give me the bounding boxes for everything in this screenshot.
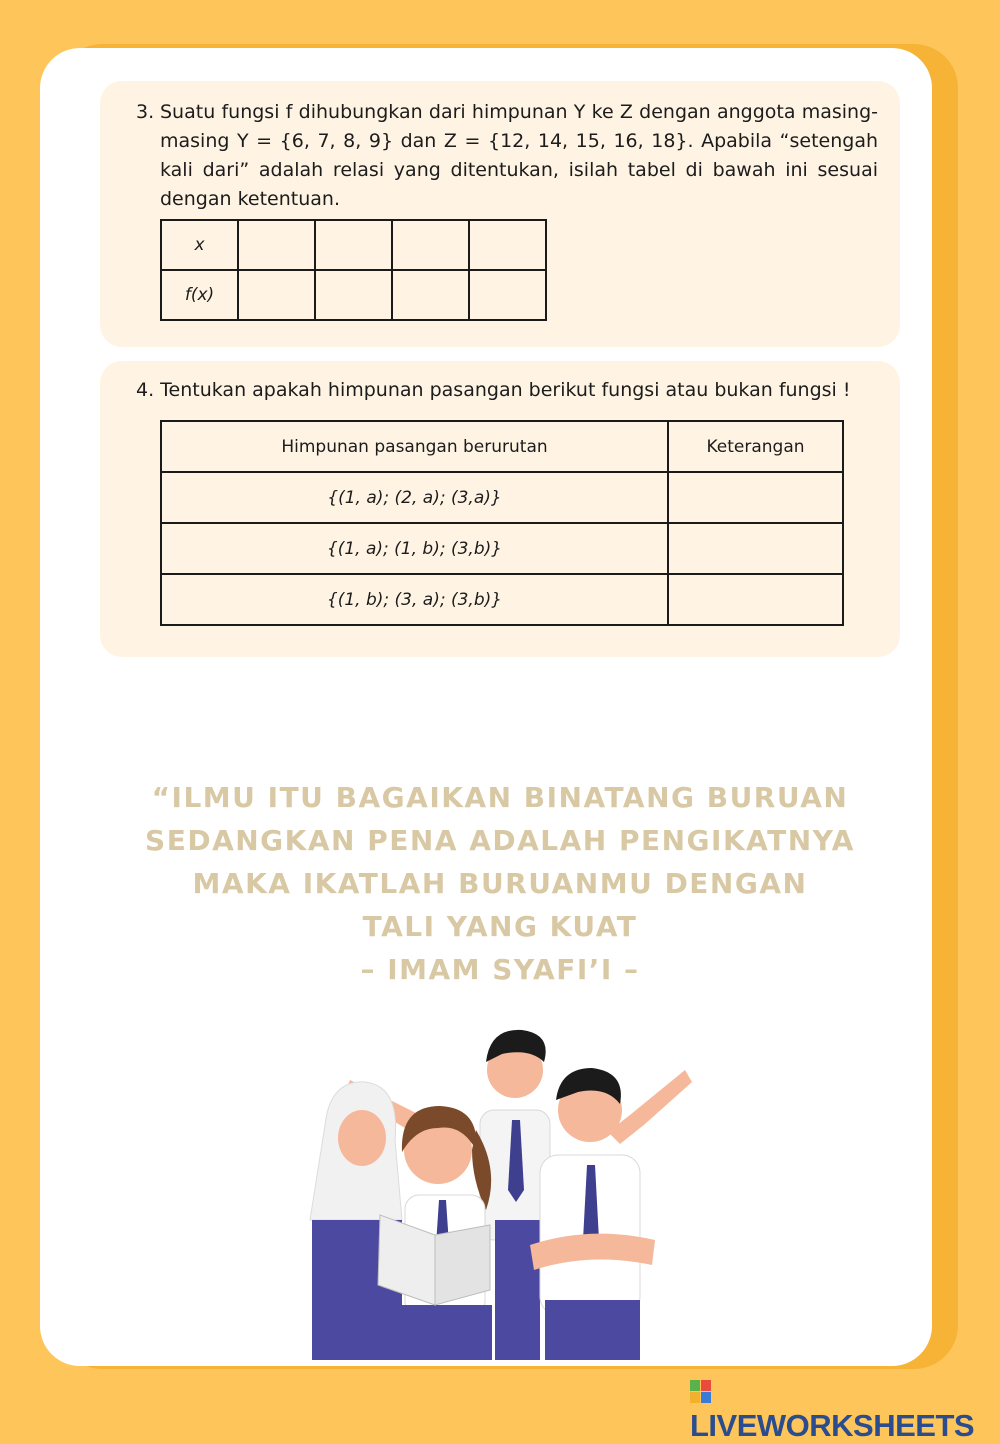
keterangan-cell[interactable] bbox=[668, 574, 843, 625]
students-illustration bbox=[290, 1020, 710, 1360]
answer-cell[interactable] bbox=[238, 220, 315, 270]
answer-cell[interactable] bbox=[315, 270, 392, 320]
table-row bbox=[161, 220, 546, 270]
function-table bbox=[160, 420, 844, 626]
quote-author: – IMAM SYAFI’I – bbox=[360, 953, 640, 986]
quote-line: “ILMU ITU BAGAIKAN BINATANG BURUAN bbox=[151, 781, 849, 814]
pair-set: {(1, a); (2, a); (3,a)} bbox=[161, 472, 668, 523]
table-row bbox=[161, 270, 546, 320]
answer-cell[interactable] bbox=[392, 270, 469, 320]
quote-line: SEDANGKAN PENA ADALAH PENGIKATNYA bbox=[145, 824, 855, 857]
header-pairs: Himpunan pasangan berurutan bbox=[161, 421, 668, 472]
fx-label: f(x) bbox=[161, 270, 238, 320]
liveworksheets-logo-icon bbox=[690, 1380, 712, 1404]
table-row bbox=[161, 574, 843, 625]
answer-cell[interactable] bbox=[469, 270, 546, 320]
header-keterangan: Keterangan bbox=[668, 421, 843, 472]
question-3 bbox=[136, 98, 878, 214]
mapping-table bbox=[160, 219, 547, 321]
answer-cell[interactable] bbox=[315, 220, 392, 270]
x-label: x bbox=[161, 220, 238, 270]
liveworksheets-logo bbox=[690, 1372, 990, 1443]
table-header-row bbox=[161, 421, 843, 472]
pair-set: {(1, a); (1, b); (3,b)} bbox=[161, 523, 668, 574]
answer-cell[interactable] bbox=[238, 270, 315, 320]
table-row bbox=[161, 472, 843, 523]
table-row bbox=[161, 523, 843, 574]
quote-line: TALI YANG KUAT bbox=[362, 910, 638, 943]
pair-set: {(1, b); (3, a); (3,b)} bbox=[161, 574, 668, 625]
keterangan-cell[interactable] bbox=[668, 523, 843, 574]
quote bbox=[100, 776, 900, 991]
logo-text: LIVEWORKSHEETS bbox=[690, 1408, 975, 1443]
keterangan-cell[interactable] bbox=[668, 472, 843, 523]
question-3-text: Suatu fungsi f dihubungkan dari himpunan Y ke Z dengan anggota masing-masing Y = {6, 7, 8, 9} dan Z = {12, 14, 15, 16, 18}. Apabila “setengah kali dari” adalah relasi yang ditentukan, isilah tabel di bawah ini sesuai dengan ketentuan. bbox=[160, 101, 878, 210]
answer-cell[interactable] bbox=[392, 220, 469, 270]
answer-cell[interactable] bbox=[469, 220, 546, 270]
quote-line: MAKA IKATLAH BURUANMU DENGAN bbox=[192, 867, 808, 900]
question-3-number: 3. bbox=[136, 101, 155, 123]
question-4-text: 4. Tentukan apakah himpunan pasangan berikut fungsi atau bukan fungsi ! bbox=[136, 379, 851, 401]
